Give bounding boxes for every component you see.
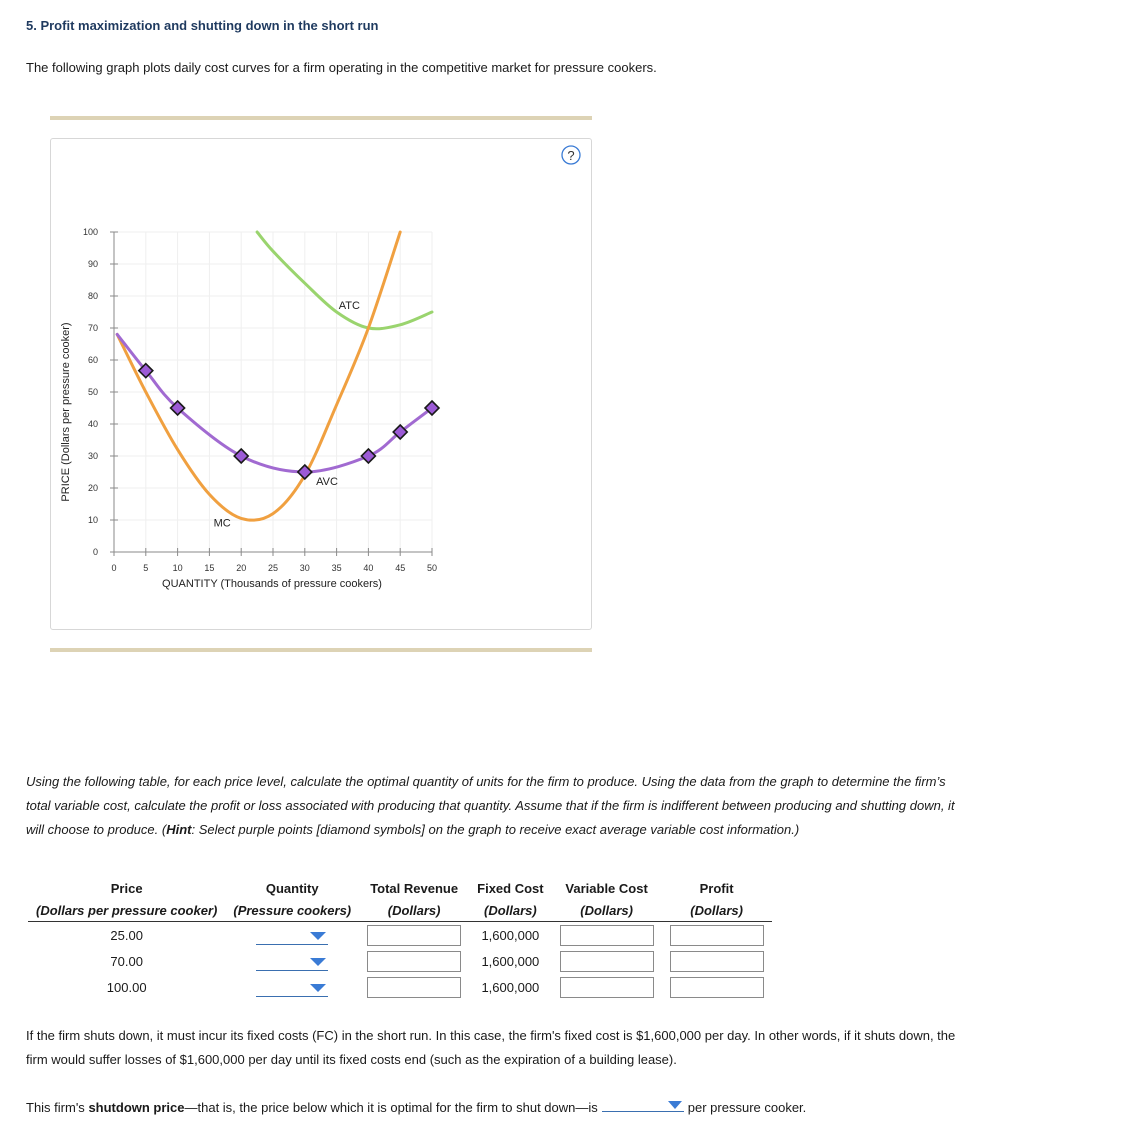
results-table bbox=[28, 877, 772, 1000]
total-revenue-input[interactable] bbox=[367, 977, 461, 998]
y-tick-label: 100 bbox=[82, 227, 98, 237]
chevron-down-icon bbox=[310, 958, 326, 966]
atc-label: ATC bbox=[338, 299, 360, 312]
y-tick-label: 70 bbox=[87, 323, 98, 333]
price-value: 100.00 bbox=[106, 979, 147, 995]
help-icon-glyph: ? bbox=[567, 148, 575, 163]
unit-row bbox=[28, 899, 772, 922]
variable-cost-input[interactable] bbox=[560, 977, 654, 998]
unit-profit: (Dollars) bbox=[662, 899, 772, 922]
shutdown-price-term: shutdown price bbox=[88, 1100, 185, 1115]
x-tick-label: 0 bbox=[111, 563, 117, 573]
col-quantity: Quantity bbox=[265, 880, 319, 896]
col-fixed-cost: Fixed Cost bbox=[477, 880, 544, 896]
shutdown-explanation: If the firm shuts down, it must incur its fixed costs (FC) in the short run. In this case, the firm's fixed cost is $1,600,000 per day. In other words, if it shuts down, the firm would suffer losses of $1,600,000 per day until its fixed costs end (such as the expiration of a building lease). bbox=[26, 1028, 956, 1067]
avc-curve bbox=[117, 334, 432, 472]
x-tick-label: 20 bbox=[236, 563, 247, 573]
hint-label: Hint bbox=[166, 822, 192, 837]
x-tick-label: 30 bbox=[299, 563, 310, 573]
y-tick-label: 90 bbox=[87, 259, 98, 269]
y-tick-label: 0 bbox=[92, 547, 98, 557]
profit-input[interactable] bbox=[670, 951, 764, 972]
fixed-cost-value: 1,600,000 bbox=[481, 979, 540, 995]
mc-curve bbox=[117, 232, 400, 520]
intro-text: The following graph plots daily cost curves for a firm operating in the competitive market for pressure cookers. bbox=[26, 60, 657, 75]
y-tick-label: 20 bbox=[87, 483, 98, 493]
y-tick-label: 40 bbox=[87, 419, 98, 429]
fixed-cost-value: 1,600,000 bbox=[481, 927, 540, 943]
quantity-dropdown[interactable] bbox=[256, 952, 328, 971]
variable-cost-input[interactable] bbox=[560, 925, 654, 946]
table-row bbox=[28, 922, 772, 949]
avc-label: AVC bbox=[316, 475, 338, 488]
avc-point[interactable] bbox=[361, 449, 375, 463]
total-revenue-input[interactable] bbox=[367, 925, 461, 946]
unit-price: (Dollars per pressure cooker) bbox=[28, 899, 225, 922]
fixed-cost-value: 1,600,000 bbox=[481, 953, 540, 969]
y-tick-label: 30 bbox=[87, 451, 98, 461]
y-tick-label: 50 bbox=[87, 387, 98, 397]
x-tick-label: 15 bbox=[204, 563, 215, 573]
col-variable-cost: Variable Cost bbox=[565, 880, 648, 896]
x-tick-label: 5 bbox=[143, 563, 149, 573]
table-row bbox=[28, 948, 772, 974]
variable-cost-input[interactable] bbox=[560, 951, 654, 972]
profit-input[interactable] bbox=[670, 977, 764, 998]
unit-total-revenue: (Dollars) bbox=[359, 899, 469, 922]
unit-variable-cost: (Dollars) bbox=[552, 899, 662, 922]
question-title: 5. Profit maximization and shutting down in the short run bbox=[26, 18, 379, 33]
quantity-dropdown[interactable] bbox=[256, 978, 328, 997]
y-tick-label: 60 bbox=[87, 355, 98, 365]
table-row bbox=[28, 974, 772, 1000]
help-icon[interactable] bbox=[562, 146, 580, 164]
col-price: Price bbox=[110, 880, 143, 896]
x-tick-label: 50 bbox=[426, 563, 438, 573]
unit-fixed-cost: (Dollars) bbox=[469, 899, 551, 922]
instructions-hint-text: : Select purple points [diamond symbols] on the graph to receive exact average variable cost information.) bbox=[191, 822, 800, 837]
cost-curves-chart bbox=[51, 139, 591, 629]
price-value: 70.00 bbox=[110, 953, 143, 969]
x-tick-label: 40 bbox=[363, 563, 374, 573]
x-axis-label: QUANTITY (Thousands of pressure cookers) bbox=[162, 578, 382, 590]
price-value: 25.00 bbox=[110, 927, 143, 943]
total-revenue-input[interactable] bbox=[367, 951, 461, 972]
chevron-down-icon bbox=[310, 932, 326, 940]
header-row bbox=[28, 877, 772, 899]
top-divider bbox=[50, 116, 592, 120]
profit-input[interactable] bbox=[670, 925, 764, 946]
y-tick-label: 10 bbox=[87, 515, 98, 525]
shutdown-text-after: per pressure cooker. bbox=[687, 1100, 807, 1115]
y-tick-label: 80 bbox=[87, 291, 98, 301]
x-tick-label: 10 bbox=[172, 563, 183, 573]
shutdown-price-dropdown[interactable] bbox=[602, 1097, 684, 1112]
instructions bbox=[26, 770, 956, 842]
x-tick-label: 35 bbox=[331, 563, 342, 573]
atc-curve bbox=[257, 232, 432, 329]
shutdown-text-middle: —that is, the price below which it is optimal for the firm to shut down—is bbox=[184, 1100, 598, 1115]
chevron-down-icon bbox=[668, 1101, 682, 1109]
instructions-text: Using the following table, for each price level, calculate the optimal quantity of units for the firm to produce. Using the data from the graph to determine the firm’s total variable cost, calculate the profit or loss associated with producing that quantity. Assume that if the firm is indifferent between producing and shutting down, it will choose to produce. ( bbox=[26, 774, 955, 837]
mc-label: MC bbox=[213, 517, 231, 530]
chevron-down-icon bbox=[310, 984, 326, 992]
bottom-divider bbox=[50, 648, 592, 652]
y-axis-label: PRICE (Dollars per pressure cooker) bbox=[60, 322, 72, 502]
quantity-dropdown[interactable] bbox=[256, 926, 328, 945]
shutdown-text-before: This firm's bbox=[26, 1100, 89, 1115]
col-total-revenue: Total Revenue bbox=[370, 880, 459, 896]
x-tick-label: 25 bbox=[267, 563, 279, 573]
x-tick-label: 45 bbox=[395, 563, 406, 573]
unit-quantity: (Pressure cookers) bbox=[225, 899, 359, 922]
col-profit: Profit bbox=[699, 880, 734, 896]
shutdown-question bbox=[26, 1097, 806, 1115]
avc-point[interactable] bbox=[234, 449, 248, 463]
graph-panel bbox=[50, 138, 592, 630]
